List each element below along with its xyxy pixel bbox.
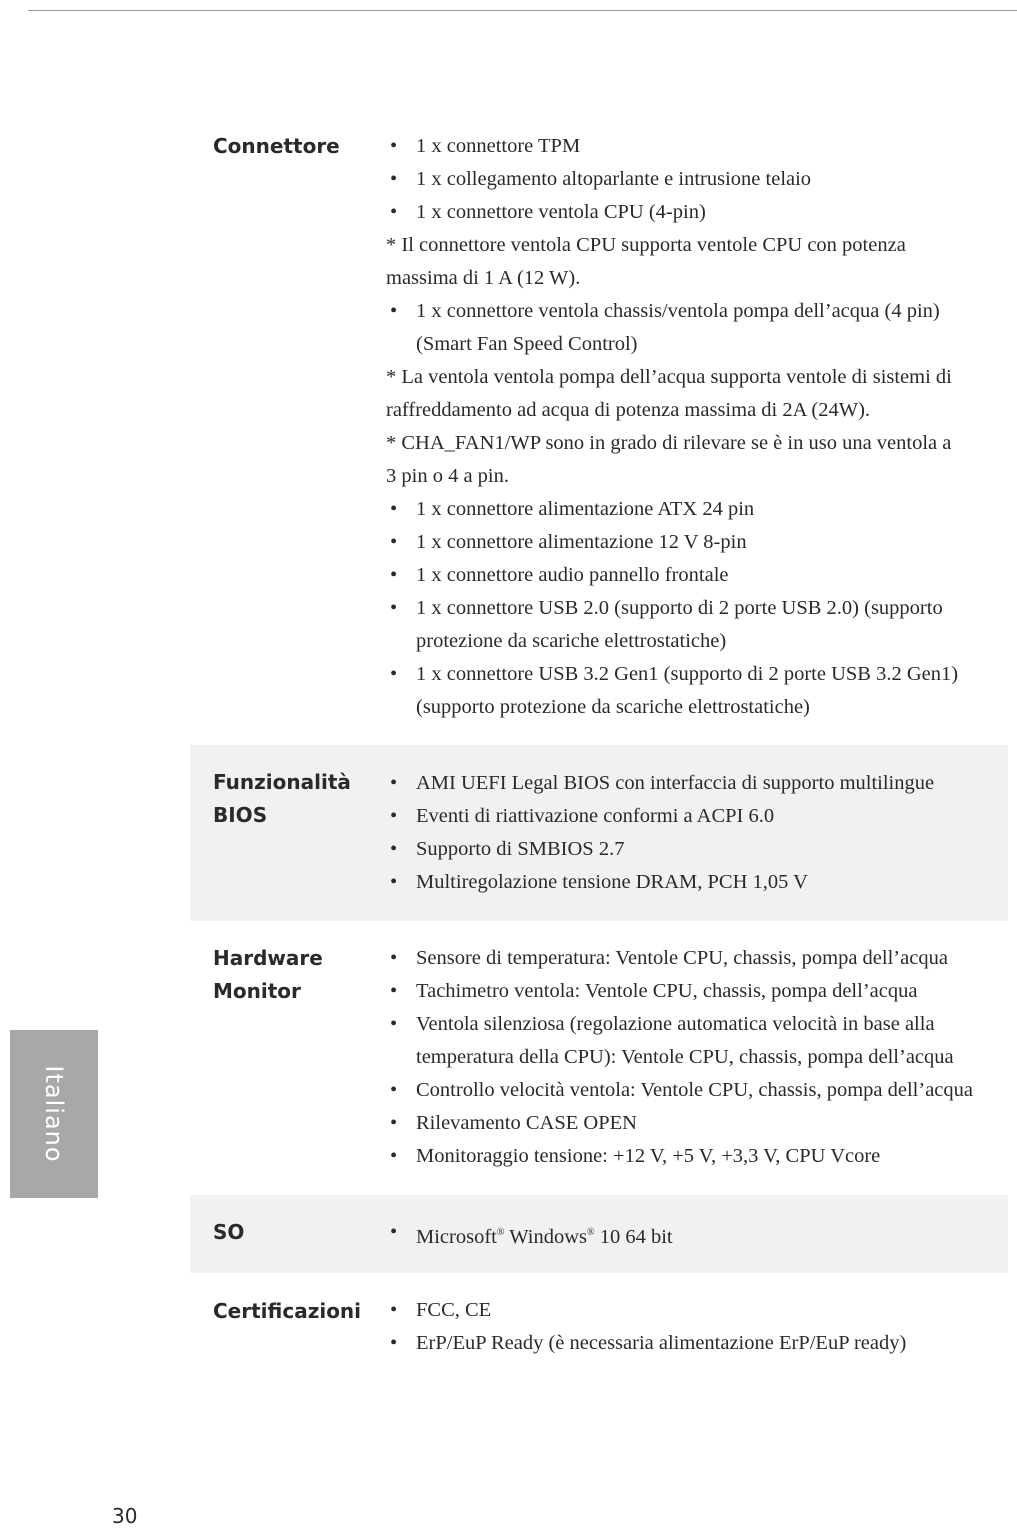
list-item: • AMI UEFI Legal BIOS con interfaccia di supporto multilingue bbox=[386, 767, 1004, 800]
bullet-icon: • bbox=[390, 663, 398, 685]
section-certificazioni bbox=[190, 1273, 1008, 1373]
list-item-continuation: protezione da scariche elettrostatiche) bbox=[416, 630, 727, 652]
section-so bbox=[190, 1195, 1008, 1273]
list-item: • Multiregolazione tensione DRAM, PCH 1,05 V bbox=[386, 866, 1004, 899]
list-item: • Eventi di riattivazione conformi a ACPI 6.0 bbox=[386, 800, 1004, 833]
bullet-icon: • bbox=[390, 168, 398, 190]
bullet-icon: • bbox=[390, 871, 398, 893]
list-item: • 1 x collegamento altoparlante e intrusione telaio bbox=[386, 163, 1004, 196]
bullet-icon: • bbox=[390, 1221, 398, 1243]
note-line: 3 pin o 4 a pin. bbox=[386, 465, 509, 487]
section-content bbox=[386, 1294, 1004, 1360]
list-item: • Sensore di temperatura: Ventole CPU, chassis, pompa dell’acqua bbox=[386, 942, 1004, 975]
section-label: Certificazioni bbox=[213, 1299, 362, 1323]
language-label: Italiano bbox=[40, 1065, 68, 1163]
section-content bbox=[386, 767, 1004, 899]
list-item: • 1 x connettore alimentazione 12 V 8-pin bbox=[386, 526, 1004, 559]
note-line: massima di 1 A (12 W). bbox=[386, 267, 581, 289]
section-label: Connettore bbox=[213, 134, 340, 158]
bullet-icon: • bbox=[390, 947, 398, 969]
section-label-line: Monitor bbox=[213, 979, 301, 1003]
list-item: • 1 x connettore USB 3.2 Gen1 (supporto di 2 porte USB 3.2 Gen1) bbox=[386, 658, 1004, 691]
note-line: * CHA_FAN1/WP sono in grado di rilevare se è in uso una ventola a bbox=[386, 432, 952, 454]
list-item: • FCC, CE bbox=[386, 1294, 1004, 1327]
section-label-line: Funzionalità bbox=[213, 770, 351, 794]
bullet-icon: • bbox=[390, 980, 398, 1002]
bullet-icon: • bbox=[390, 838, 398, 860]
list-item: • 1 x connettore ventola CPU (4-pin) bbox=[386, 196, 1004, 229]
registered-mark: ® bbox=[586, 1227, 595, 1238]
bullet-icon: • bbox=[390, 300, 398, 322]
top-rule bbox=[28, 10, 1017, 11]
list-item: • Microsoft® Windows® 10 64 bit bbox=[386, 1216, 1004, 1254]
bullet-icon: • bbox=[390, 1332, 398, 1354]
bullet-icon: • bbox=[390, 1299, 398, 1321]
list-item: • 1 x connettore alimentazione ATX 24 pin bbox=[386, 493, 1004, 526]
list-item: • Tachimetro ventola: Ventole CPU, chassis, pompa dell’acqua bbox=[386, 975, 1004, 1008]
list-item: • 1 x connettore TPM bbox=[386, 130, 1004, 163]
list-item: • 1 x connettore USB 2.0 (supporto di 2 porte USB 2.0) (supporto bbox=[386, 592, 1004, 625]
section-label bbox=[213, 766, 373, 832]
list-item: • 1 x connettore ventola chassis/ventola pompa dell’acqua (4 pin) bbox=[386, 295, 1004, 328]
bullet-icon: • bbox=[390, 531, 398, 553]
list-item: • ErP/EuP Ready (è necessaria alimentazione ErP/EuP ready) bbox=[386, 1327, 1004, 1360]
section-label: SO bbox=[213, 1220, 245, 1244]
bullet-icon: • bbox=[390, 597, 398, 619]
registered-mark: ® bbox=[496, 1227, 505, 1238]
list-item: • Rilevamento CASE OPEN bbox=[386, 1107, 1004, 1140]
bullet-icon: • bbox=[390, 772, 398, 794]
section-hardware-monitor bbox=[190, 921, 1008, 1195]
bullet-icon: • bbox=[390, 1145, 398, 1167]
list-item: • Monitoraggio tensione: +12 V, +5 V, +3,3 V, CPU Vcore bbox=[386, 1140, 1004, 1173]
list-item: • Supporto di SMBIOS 2.7 bbox=[386, 833, 1004, 866]
section-content bbox=[386, 130, 1004, 724]
section-label-line: BIOS bbox=[213, 803, 268, 827]
bullet-icon: • bbox=[390, 1013, 398, 1035]
list-item: • Ventola silenziosa (regolazione automatica velocità in base alla bbox=[386, 1008, 1004, 1041]
list-item: • Controllo velocità ventola: Ventole CPU, chassis, pompa dell’acqua bbox=[386, 1074, 1004, 1107]
section-connettore bbox=[190, 128, 1008, 740]
list-item-continuation: (supporto protezione da scariche elettrostatiche) bbox=[416, 696, 810, 718]
bullet-icon: • bbox=[390, 1112, 398, 1134]
note-line: * La ventola ventola pompa dell’acqua supporta ventole di sistemi di bbox=[386, 366, 952, 388]
list-item: • 1 x connettore audio pannello frontale bbox=[386, 559, 1004, 592]
section-content bbox=[386, 1216, 1004, 1254]
bullet-icon: • bbox=[390, 805, 398, 827]
page-number: 30 bbox=[112, 1504, 138, 1528]
language-side-tab bbox=[10, 1030, 98, 1198]
section-bios bbox=[190, 745, 1008, 921]
list-item-continuation: (Smart Fan Speed Control) bbox=[416, 333, 638, 355]
bullet-icon: • bbox=[390, 135, 398, 157]
section-label bbox=[213, 942, 373, 1008]
bullet-icon: • bbox=[390, 1079, 398, 1101]
note-line: * Il connettore ventola CPU supporta ventole CPU con potenza bbox=[386, 234, 906, 256]
section-label-line: Hardware bbox=[213, 946, 323, 970]
bullet-icon: • bbox=[390, 498, 398, 520]
bullet-icon: • bbox=[390, 201, 398, 223]
section-content bbox=[386, 942, 1004, 1173]
bullet-icon: • bbox=[390, 564, 398, 586]
note-line: raffreddamento ad acqua di potenza massima di 2A (24W). bbox=[386, 399, 871, 421]
list-item-continuation: temperatura della CPU): Ventole CPU, chassis, pompa dell’acqua bbox=[416, 1046, 954, 1068]
